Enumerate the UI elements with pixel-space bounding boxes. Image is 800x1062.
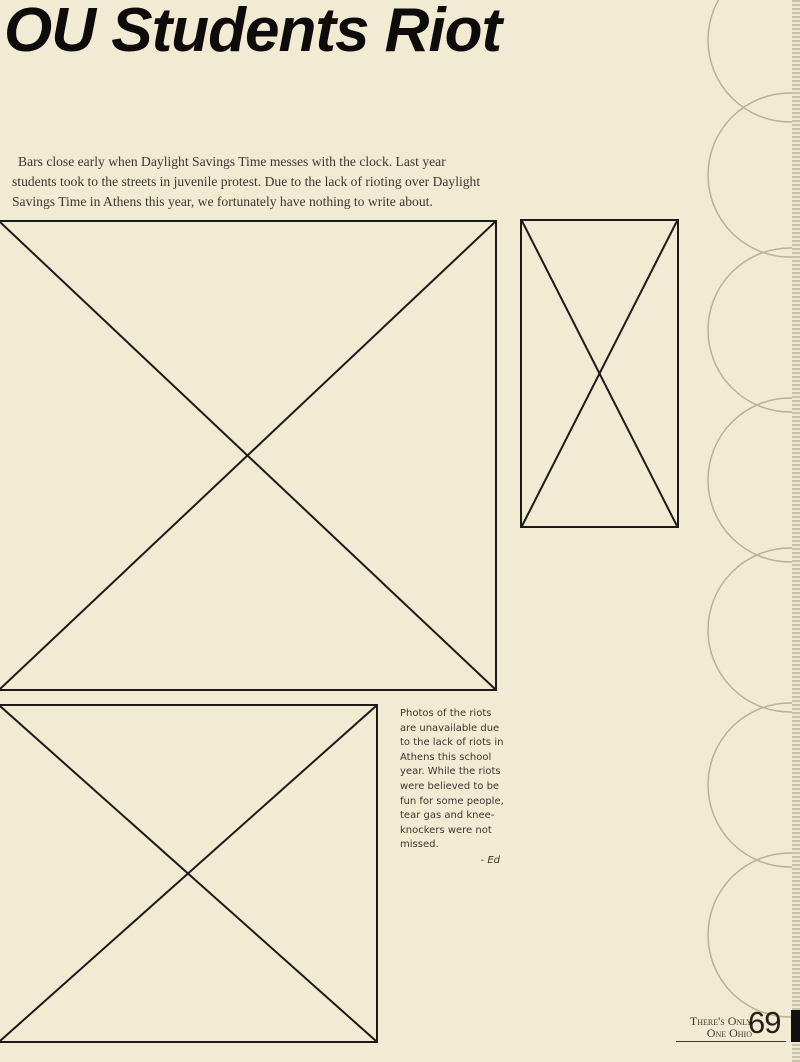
crossed-box-icon xyxy=(0,706,376,1041)
page-title: OU Students Riot xyxy=(4,0,502,65)
photo-placeholder-large xyxy=(0,220,497,691)
footer-label-line-2: One Ohio xyxy=(706,1026,752,1040)
photo-placeholder-bottom xyxy=(0,704,378,1043)
footer-rule xyxy=(676,1041,786,1042)
photo-caption: Photos of the riots are unavailable due to the lack of riots in Athens this school year. While the riots were believed to be fun for some people, tear gas and knee-knockers were not missed. xyxy=(400,708,504,851)
page-number: 69 xyxy=(748,1005,781,1040)
intro-line-3: Savings Time in Athens this year, we fortunately have nothing to write about. xyxy=(12,194,433,209)
photo-placeholder-tall xyxy=(520,219,679,528)
intro-line-1: Bars close early when Daylight Savings Time messes with the clock. Last year xyxy=(18,154,446,169)
footer-label-line-1: There's Only xyxy=(689,1014,752,1028)
crossed-box-icon xyxy=(522,221,677,526)
intro-line-2: students took to the streets in juvenile protest. Due to the lack of rioting over Daylight xyxy=(12,174,481,189)
page-edge-tab xyxy=(791,1010,800,1042)
intro-paragraph xyxy=(0,152,505,212)
decorative-arcs-icon xyxy=(690,0,800,1062)
caption-signature: - Ed xyxy=(480,855,500,866)
page-edge-strip xyxy=(792,0,800,1062)
footer-label xyxy=(676,1015,752,1039)
crossed-box-icon xyxy=(0,222,495,689)
